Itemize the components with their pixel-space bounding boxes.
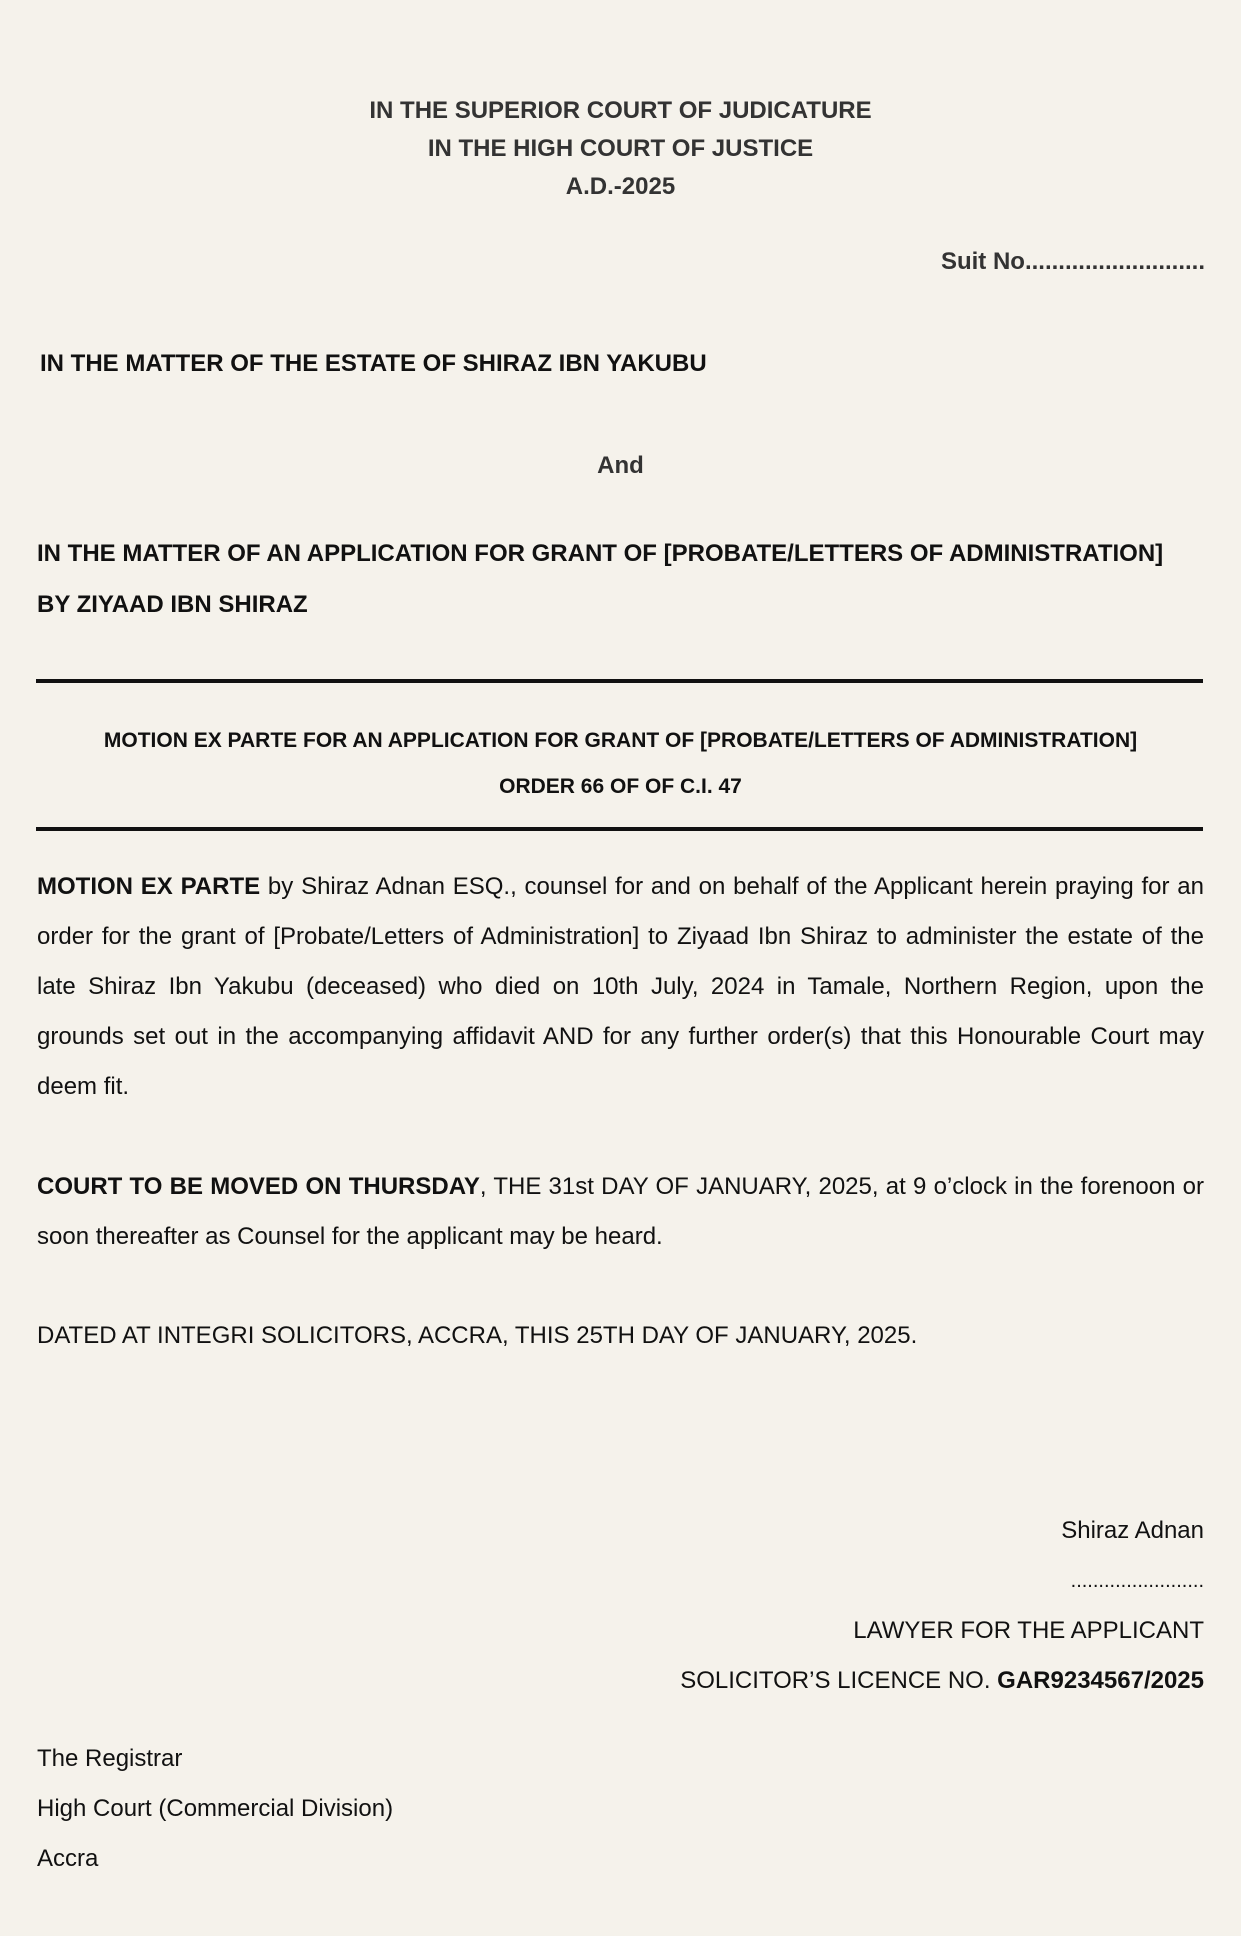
- addressee-line3: Accra: [37, 1845, 99, 1872]
- signature-line: ........................: [1070, 1570, 1204, 1592]
- top-divider: [36, 679, 1203, 683]
- hearing-paragraph: [37, 1162, 1204, 1262]
- dated-paragraph: DATED AT INTEGRI SOLICITORS, ACCRA, THIS 25TH DAY OF JANUARY, 2025.: [37, 1322, 918, 1349]
- court-header: [0, 92, 1241, 206]
- licence-number: GAR9234567/2025: [997, 1667, 1204, 1694]
- court-header-year: A.D.-2025: [565, 173, 676, 200]
- addressee-line1: The Registrar: [37, 1745, 183, 1772]
- motion-paragraph-lead: MOTION EX PARTE: [37, 873, 261, 900]
- matter-application-title: [37, 528, 1207, 630]
- hearing-paragraph-text: , THE 31st DAY OF JANUARY, 2025, at 9 o’clock in the forenoon or soon thereafter as Counsel for the applicant may be heard.: [37, 1173, 1204, 1250]
- motion-paragraph: [37, 862, 1204, 1112]
- bottom-divider: [36, 827, 1203, 831]
- addressee-block: [37, 1734, 393, 1884]
- conjunction-and: And: [597, 452, 644, 479]
- suit-number: Suit No...........................: [940, 248, 1205, 275]
- matter-application-line1: IN THE MATTER OF AN APPLICATION FOR GRANT OF [PROBATE/LETTERS OF ADMINISTRATION]: [37, 540, 1164, 567]
- motion-paragraph-text: by Shiraz Adnan ESQ., counsel for and on behalf of the Applicant herein praying for an order for the grant of [Probate/Letters of Administration] to Ziyaad Ibn Shiraz to administer the estate of the late Shiraz Ibn Yakubu (deceased) who died on 10th July, 2024 in Tamale, Northern Region, upon the grounds set out in the accompanying affidavit AND for any further order(s) that this Honourable Court may deem fit.: [37, 873, 1204, 1100]
- licence-line: [680, 1656, 1204, 1706]
- licence-label: SOLICITOR’S LICENCE NO.: [680, 1667, 998, 1694]
- motion-title-line1: MOTION EX PARTE FOR AN APPLICATION FOR GRANT OF [PROBATE/LETTERS OF ADMINISTRATION]: [103, 729, 1138, 752]
- motion-title: [0, 718, 1241, 810]
- hearing-paragraph-lead: COURT TO BE MOVED ON THURSDAY: [37, 1173, 480, 1200]
- motion-title-line2: ORDER 66 OF OF C.I. 47: [499, 775, 742, 798]
- signatory-name: Shiraz Adnan: [1061, 1517, 1204, 1544]
- signatory-role: LAWYER FOR THE APPLICANT: [853, 1617, 1204, 1644]
- matter-estate-title: IN THE MATTER OF THE ESTATE OF SHIRAZ IBN YAKUBU: [40, 350, 707, 377]
- addressee-line2: High Court (Commercial Division): [37, 1795, 394, 1822]
- matter-application-line2: BY ZIYAAD IBN SHIRAZ: [37, 591, 308, 618]
- signature-block: [680, 1506, 1204, 1706]
- court-header-line2: IN THE HIGH COURT OF JUSTICE: [427, 135, 814, 162]
- court-header-line1: IN THE SUPERIOR COURT OF JUDICATURE: [369, 97, 872, 124]
